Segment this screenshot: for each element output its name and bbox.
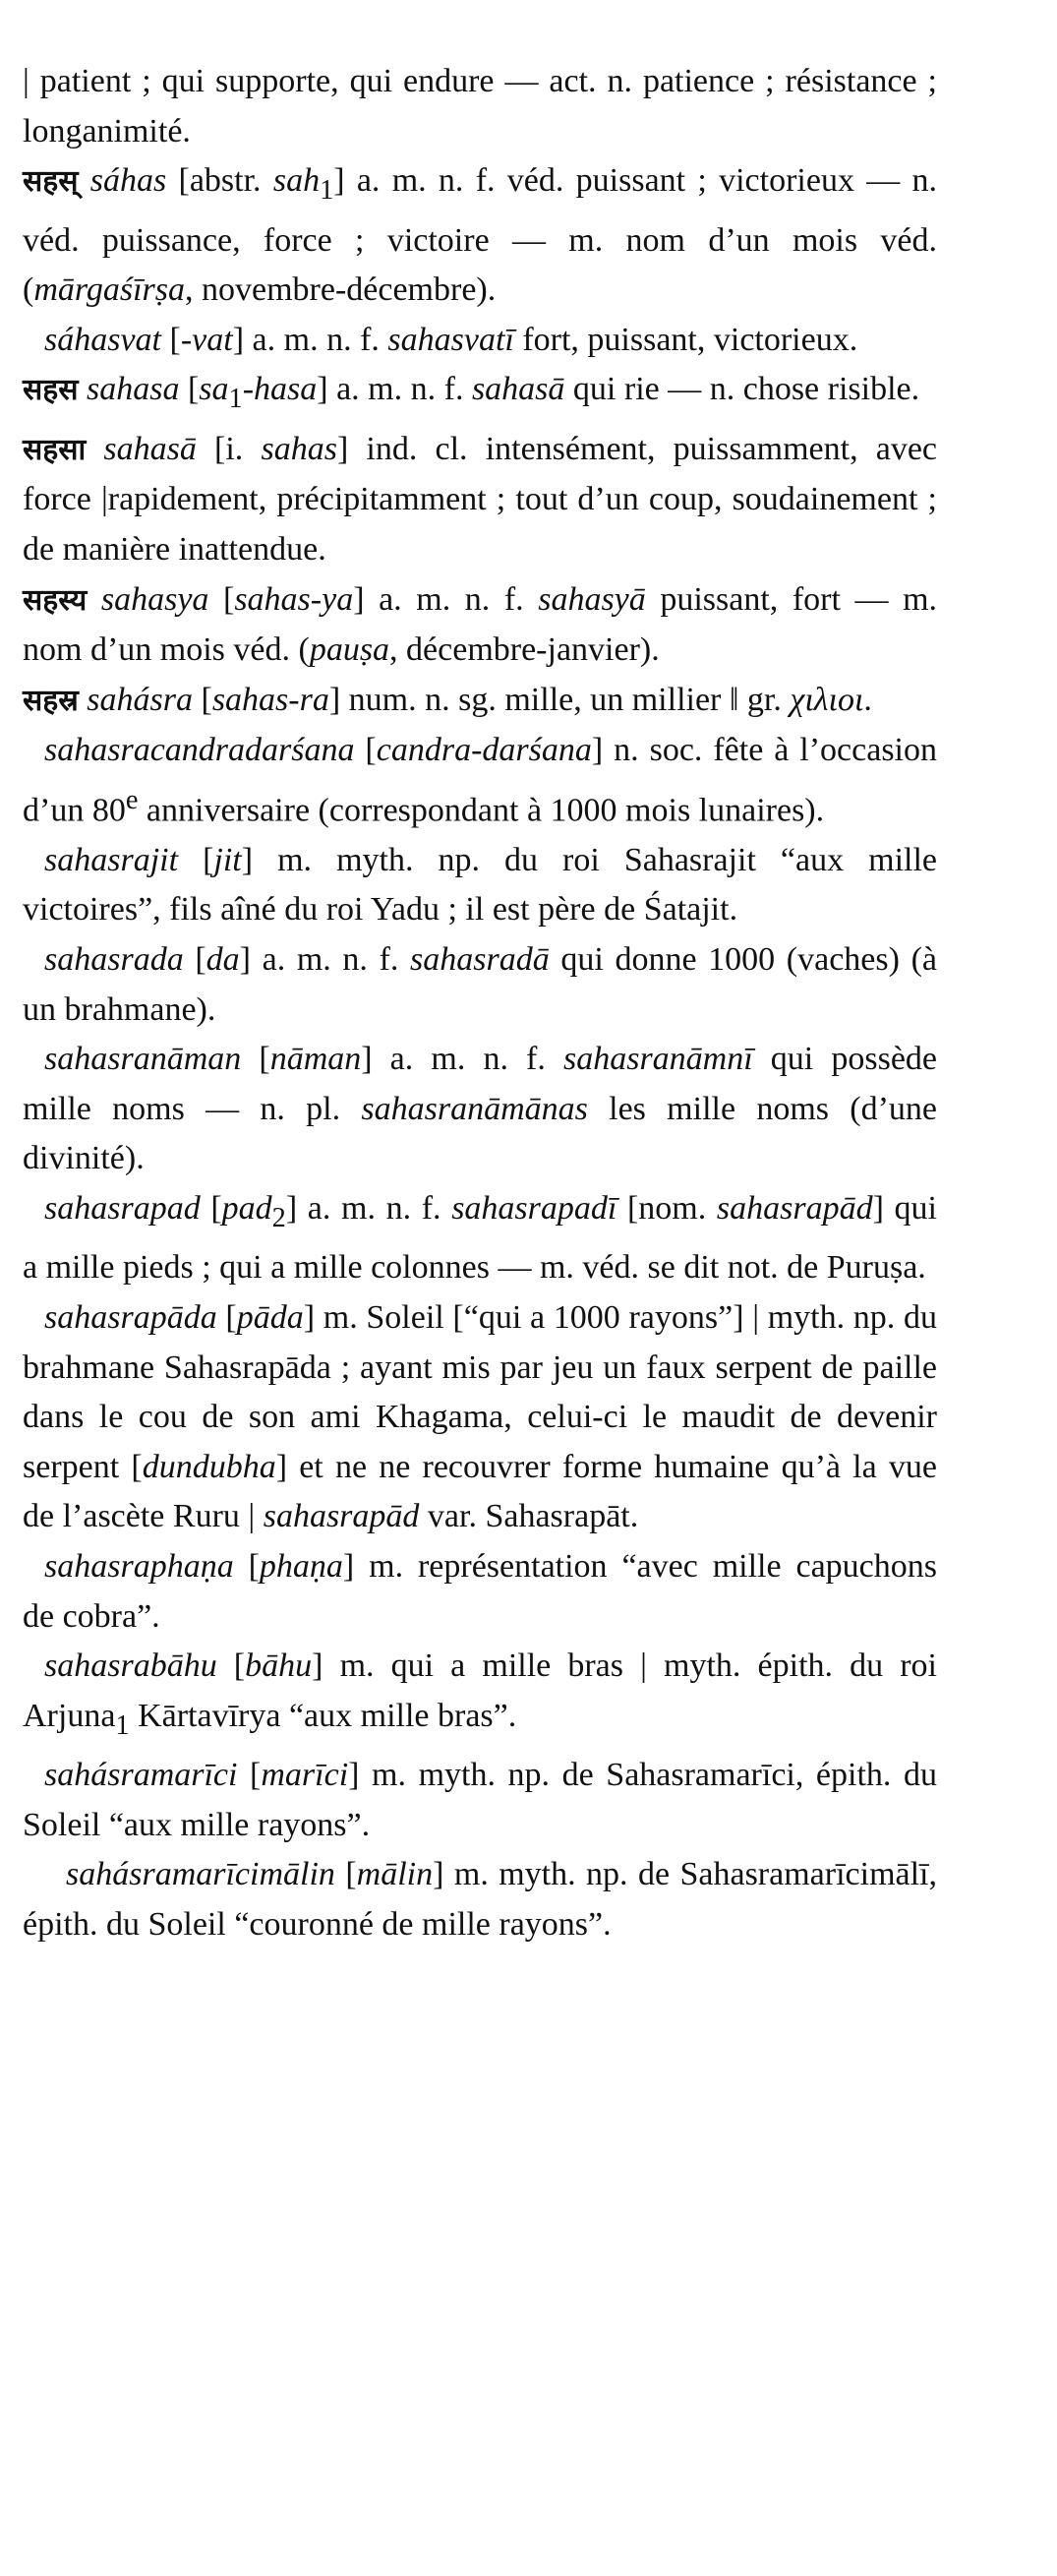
entry-italic-term: jit <box>213 841 242 878</box>
entry-italic-term: -hasa <box>242 371 318 408</box>
entry-italic-term: candra-darśana <box>376 732 592 769</box>
entry-italic-term: sahasrapad <box>44 1189 201 1227</box>
entry-devanagari-headword: सहस्र <box>23 683 79 718</box>
entry-text: [ <box>200 1189 222 1227</box>
entry-text <box>87 581 101 618</box>
entry-text: ] m. myth. np. du roi Sahasrajit “aux mille victoires”, fils aîné du roi Yadu ; il est père de Śatajit. <box>23 841 938 929</box>
entry-text: [i. <box>196 430 262 467</box>
entry-text: ] et ne ne recouvrer forme humaine qu’à la vue de l’ascète Ruru | <box>23 1448 937 1535</box>
entry-text: [ <box>216 1647 246 1685</box>
entry-subscript: 1 <box>115 1709 130 1741</box>
entry-text: [nom. <box>617 1189 717 1227</box>
dictionary-entry-sahasrada <box>23 935 937 1035</box>
entry-text: [abstr. <box>166 162 273 200</box>
entry-text: ] n. soc. fête à l’occasion d’un 80 <box>23 732 938 829</box>
entry-devanagari-headword: सहस्य <box>23 582 88 618</box>
entry-italic-term: mārgaśīrṣa <box>33 271 185 309</box>
entry-text: qui donne 1000 (vaches) (à un brahmane). <box>23 941 938 1028</box>
entry-italic-term: sahásramarīcimālin <box>66 1856 335 1893</box>
dictionary-entry-sahasramaricimalin <box>23 1850 937 1949</box>
entry-text: ] num. n. sg. mille, un millier ‖ gr. <box>328 681 791 718</box>
entry-text: [ <box>208 580 235 618</box>
entry-italic-term: sah <box>272 162 321 200</box>
entry-text: anniversaire (correspondant à 1000 mois lunaires). <box>138 792 825 829</box>
entry-text: , décembre-janvier). <box>389 631 660 669</box>
dictionary-entry-sahasraphana <box>23 1542 937 1642</box>
dictionary-entry-sahasra <box>23 676 937 727</box>
entry-text: ] m. Soleil [“qui a 1000 rayons”] | myth. np. du brahmane Sahasrapāda ; ayant mis par jeu un faux serpent de paille dans le cou de son ami Khagama, celui-ci le maudit de devenir serpent [ <box>23 1298 937 1485</box>
entry-text: [ <box>233 1547 260 1585</box>
entry-text: qui rie — n. chose risible. <box>564 371 920 408</box>
entry-italic-term: da <box>206 941 240 979</box>
entry-italic-term: sahasrapadī <box>451 1189 617 1227</box>
dictionary-entry-continuation <box>23 57 937 156</box>
entry-italic-term: sahasrajit <box>44 841 179 878</box>
entry-italic-term: sahasracandradarśana <box>44 732 355 769</box>
entry-text: ] a. m. n. f. <box>361 1041 563 1078</box>
entry-italic-term: sahasā <box>103 430 197 467</box>
entry-text: puissant, fort — m. nom d’un mois véd. ( <box>23 580 938 669</box>
dictionary-entry-sahasramarici <box>23 1751 937 1850</box>
dictionary-page <box>23 57 937 1949</box>
entry-text: les mille noms (d’une divinité). <box>23 1090 938 1177</box>
entry-italic-term: sahas <box>261 430 337 467</box>
entry-italic-term: sahasā <box>471 371 565 408</box>
entry-text: [- <box>161 321 193 358</box>
entry-italic-term: sahasrabāhu <box>44 1647 217 1685</box>
entry-text: , novembre-décembre). <box>185 271 497 309</box>
entry-italic-term: sahásramarīci <box>44 1757 238 1794</box>
entry-text: ] a. m. n. f. véd. puissant ; victorieux — n. véd. puissance, force ; victoire — m. nom d’un mois véd. ( <box>23 162 937 309</box>
entry-italic-term: sahas-ra <box>211 681 329 718</box>
entry-text <box>86 431 103 467</box>
entry-text: var. Sahasrapāt. <box>419 1498 639 1535</box>
dictionary-entry-sahasa <box>23 365 937 424</box>
entry-italic-term: sahasya <box>100 580 209 618</box>
entry-italic-term: sáhasvat <box>44 321 161 358</box>
entry-italic-term: sahasrapāda <box>44 1298 217 1336</box>
entry-italic-term: sahasvatī <box>387 321 514 358</box>
entry-subscript: 1 <box>228 384 243 415</box>
entry-italic-term: nāman <box>269 1041 362 1078</box>
entry-italic-term: pāda <box>236 1298 304 1336</box>
entry-italic-term: sahasa <box>87 371 180 408</box>
entry-text: ] qui a mille pieds ; qui a mille colonnes — m. véd. se dit not. de Puruṣa. <box>23 1189 937 1287</box>
entry-italic-term: marīci <box>261 1757 349 1794</box>
entry-text: ] m. myth. np. de Sahasramarīci, épith. du Soleil “aux mille rayons”. <box>23 1757 937 1843</box>
dictionary-entry-sahasrajit <box>23 836 937 935</box>
entry-text: [ <box>216 1298 237 1336</box>
entry-italic-term: sahásra <box>87 681 193 718</box>
entry-italic-term: sahasraphaṇa <box>44 1547 234 1585</box>
entry-text: ] a. m. n. f. <box>285 1189 452 1227</box>
entry-italic-term: sahasradā <box>410 941 550 979</box>
entry-italic-term: vat <box>192 321 233 358</box>
dictionary-entry-sahasrapada <box>23 1293 937 1542</box>
entry-italic-term: sahasrapād <box>263 1498 420 1535</box>
dictionary-entry-sahasrapad <box>23 1184 937 1293</box>
entry-text: ] a. m. n. f. <box>317 371 472 408</box>
entry-italic-term: sahasyā <box>538 580 646 618</box>
entry-italic-term: bāhu <box>245 1647 313 1685</box>
entry-devanagari-headword: सहसा <box>23 432 87 467</box>
entry-italic-term: sahas-ya <box>234 580 354 618</box>
entry-italic-term: dundubha <box>142 1448 276 1485</box>
dictionary-entry-sahasya <box>23 575 937 676</box>
entry-text: ] a. m. n. f. <box>239 941 411 979</box>
entry-text: [ <box>237 1757 262 1794</box>
entry-subscript: 2 <box>271 1202 286 1233</box>
entry-text: ] m. qui a mille bras | myth. épith. du roi Arjuna <box>23 1647 937 1734</box>
entry-text: . <box>863 681 872 718</box>
entry-italic-term: sahasrapād <box>716 1189 873 1227</box>
entry-text: ] a. m. n. f. <box>232 321 388 358</box>
entry-text: [ <box>179 371 200 408</box>
entry-text: [ <box>241 1041 270 1078</box>
entry-text: [ <box>334 1856 357 1893</box>
entry-text: [ <box>193 681 212 718</box>
entry-text <box>79 162 90 199</box>
entry-text: [ <box>178 841 214 878</box>
dictionary-entry-sahasrabahu <box>23 1642 937 1751</box>
entry-italic-term: mālin <box>356 1856 434 1893</box>
entry-italic-term: pauṣa <box>309 631 390 669</box>
entry-devanagari-headword: सहस <box>23 373 79 408</box>
dictionary-entry-sahasranaman <box>23 1035 937 1184</box>
entry-italic-term: pad <box>221 1189 272 1227</box>
entry-superscript: e <box>125 784 139 815</box>
entry-italic-term: sa <box>199 371 229 408</box>
entry-devanagari-headword: सहस् <box>23 164 79 200</box>
entry-text: Kārtavīrya “aux mille bras”. <box>129 1697 517 1734</box>
entry-text: | patient ; qui supporte, qui endure — act. n. patience ; résistance ; longanimité. <box>23 63 937 150</box>
dictionary-entry-sahas <box>23 156 937 316</box>
dictionary-entry-sahasaa <box>23 425 937 575</box>
entry-italic-term: sahasrada <box>44 941 184 979</box>
entry-text <box>79 371 88 407</box>
dictionary-entry-sahasracandradarsana <box>23 726 937 836</box>
entry-subscript: 1 <box>320 174 334 206</box>
entry-italic-term: phaṇa <box>259 1547 343 1585</box>
entry-italic-term: sahasranāmnī <box>562 1041 753 1078</box>
entry-text: ] m. myth. np. de Sahasramarīcimālī, épith. du Soleil “couronné de mille rayons”. <box>23 1856 937 1943</box>
entry-text: ] m. représentation “avec mille capuchons de cobra”. <box>23 1547 937 1635</box>
entry-italic-term: sáhas <box>89 162 167 200</box>
entry-italic-term: sahasranāman <box>44 1041 242 1078</box>
entry-text: [ <box>354 732 377 769</box>
entry-text: ] a. m. n. f. <box>353 580 539 618</box>
entry-text: qui possède mille noms — n. pl. <box>23 1041 937 1127</box>
dictionary-entry-sahasvat <box>23 316 937 366</box>
entry-text: fort, puissant, victorieux. <box>513 321 858 358</box>
entry-text: ] ind. cl. intensément, puissamment, avec force |rapidement, précipitamment ; tout d’un coup, soudainement ; de manière inattendue. <box>23 430 937 568</box>
entry-text: [ <box>183 941 206 979</box>
entry-italic-term: sahasranāmānas <box>361 1090 588 1127</box>
entry-italic-term: χιλιοι <box>790 681 864 718</box>
